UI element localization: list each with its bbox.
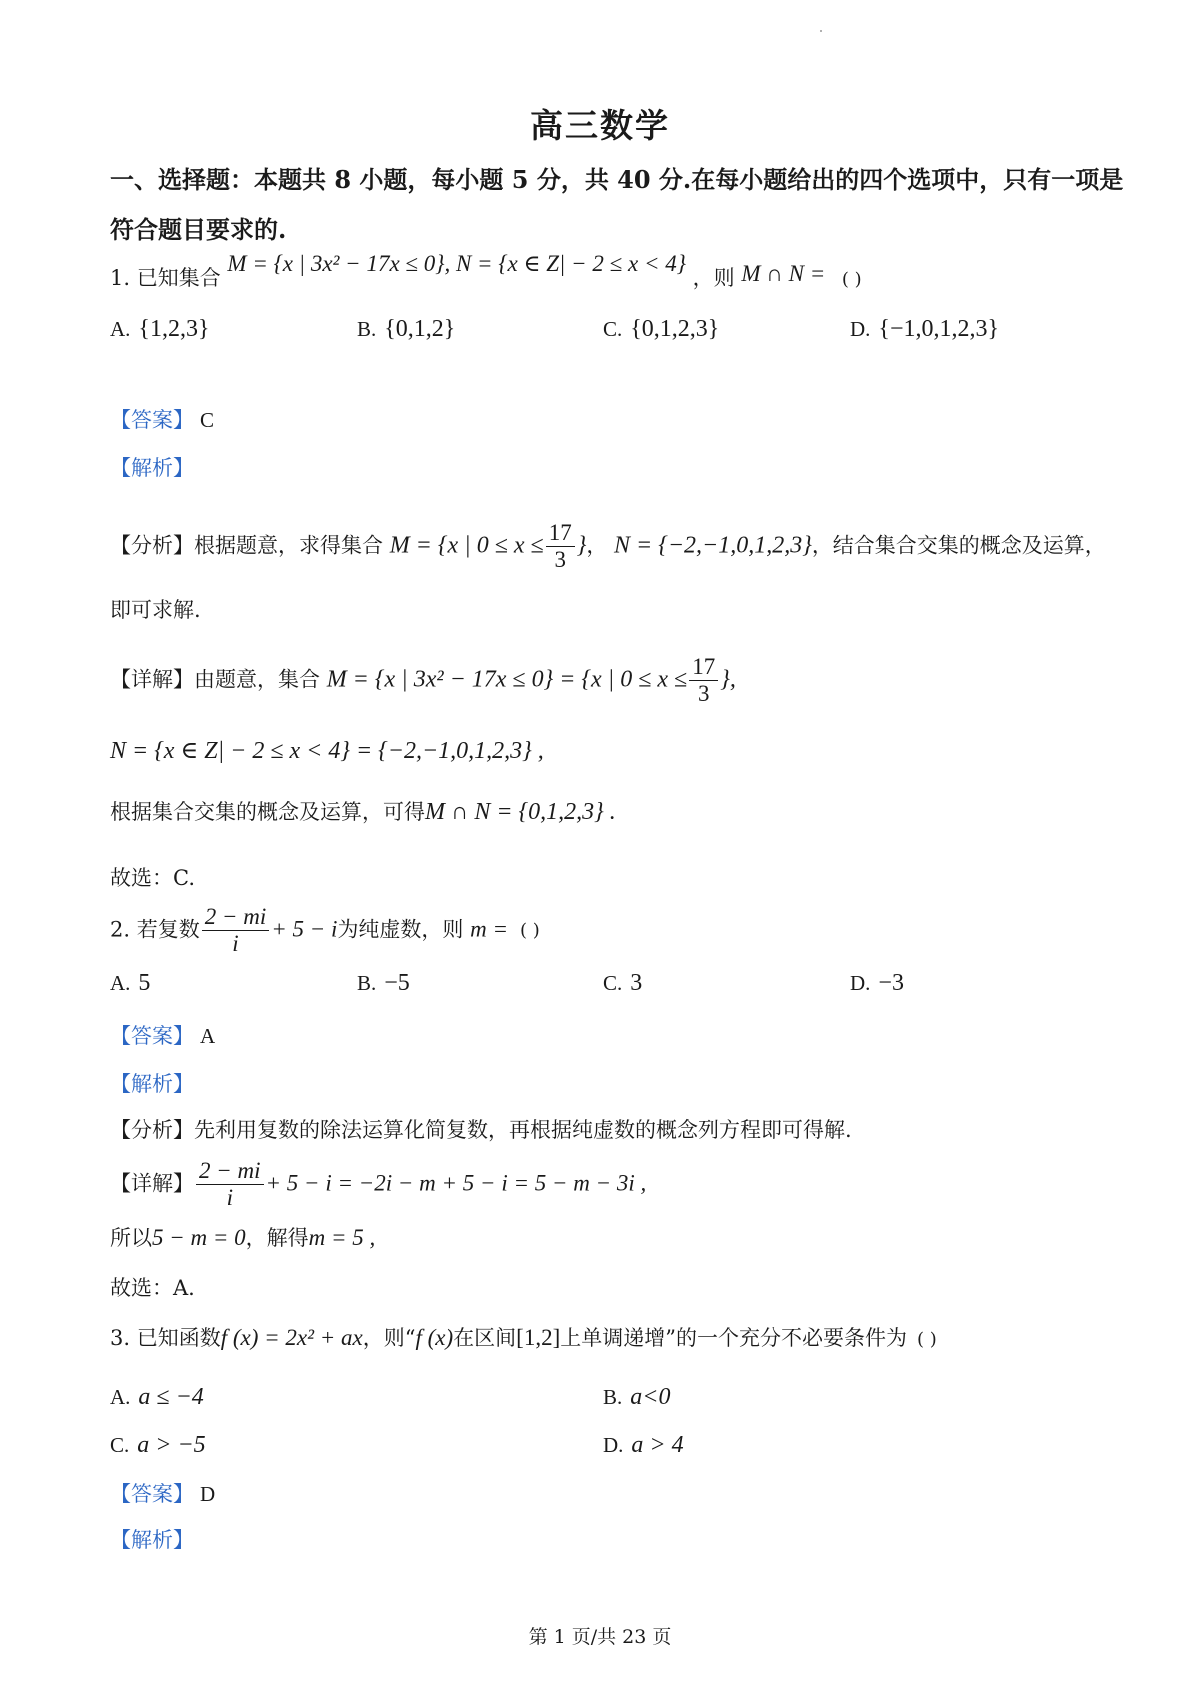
q2-option-a: A. 5 <box>110 970 151 996</box>
fraction-17-3: $\frac{17}{3}$ <box>546 520 575 574</box>
q1-stem-paren: ( ) <box>841 269 862 290</box>
fraction-2-mi-over-i: $\frac{2 - mi}{i}$ <box>196 1158 264 1212</box>
section-header-line2: 符合题目要求的. <box>110 215 287 244</box>
q2-option-b: B. −5 <box>357 970 410 996</box>
fenxi-tag: 【分析】 <box>110 533 194 558</box>
scan-speck <box>820 30 822 32</box>
q1-option-a: A. {1,2,3} <box>110 316 210 342</box>
q2-stem: 2. 若复数 $\frac{2 - mi}{i}$ + 5 − i为纯虚数，则 m = ( ) <box>110 904 540 957</box>
q1-option-c: C. {0,1,2,3} <box>603 316 720 342</box>
q1-stem-prefix: 1. 已知集合 <box>110 266 221 290</box>
q1-stem-suffix-math: M ∩ N = <box>741 261 826 286</box>
q1-option-b: B. {0,1,2} <box>357 316 456 342</box>
q2-option-c: C. 3 <box>603 970 643 996</box>
q1-stem-math: M = {x | 3x² − 17x ≤ 0}, N = {x ∈ Z| − 2 ≤ x < 4} <box>227 251 686 276</box>
page-footer: 第 1 页/共 23 页 <box>528 1626 672 1648</box>
q2-suoyi: 所以5 − m = 0，解得m = 5 , <box>110 1225 376 1250</box>
q3-option-d: D. a > 4 <box>603 1432 684 1458</box>
xiangjie-tag: 【详解】 <box>110 667 194 692</box>
fraction-17-3: $\frac{17}{3}$ <box>689 654 718 708</box>
q1-stem <box>110 251 1090 292</box>
q3-option-b: B. a<0 <box>603 1384 671 1410</box>
q1-xiangjie: 【详解】由题意，集合 M = {x | 3x² − 17x ≤ 0} = {x | 0 ≤ x ≤ $\frac{17}{3}$ }, <box>110 654 736 707</box>
page-title: 高三数学 <box>530 106 670 145</box>
q3-answer: 【答案】 D <box>110 1482 216 1506</box>
q1-option-d: D. {−1,0,1,2,3} <box>850 316 999 342</box>
q2-fenxi: 【分析】先利用复数的除法运算化简复数，再根据纯虚数的概念列方程即可得解. <box>110 1118 852 1142</box>
q3-option-c: C. a > −5 <box>110 1432 206 1458</box>
q1-fenxi-line2: 即可求解. <box>110 598 201 622</box>
q1-xiangjie-line3: 根据集合交集的概念及运算，可得M ∩ N = {0,1,2,3} . <box>110 799 616 825</box>
q1-fenxi: 【分析】根据题意，求得集合 M = {x | 0 ≤ x ≤ $\frac{17}{3}$ }， N = {−2,−1,0,1,2,3}，结合集合交集的概念及运算， <box>110 520 1106 573</box>
answer-tag: 【答案】 <box>110 408 194 432</box>
q3-stem: 3. 已知函数f (x) = 2x² + ax，则“f (x)在区间[1,2]上单调递增”的一个充分不必要条件为 ( ) <box>110 1325 937 1350</box>
q1-analysis-tag: 【解析】 <box>110 456 194 480</box>
q1-answer <box>110 404 1090 434</box>
q1-guxuan: 故选：C. <box>110 866 195 890</box>
section-header-line1: 一、选择题：本题共 8 小题，每小题 5 分，共 40 分.在每小题给出的四个选项中，只有一项是 <box>110 165 1124 194</box>
q3-analysis-tag: 【解析】 <box>110 1528 194 1552</box>
q2-xiangjie: 【详解】 $\frac{2 - mi}{i}$ + 5 − i = −2i − m + 5 − i = 5 − m − 3i , <box>110 1158 647 1211</box>
fraction-2-mi-over-i: $\frac{2 - mi}{i}$ <box>202 904 270 958</box>
q2-answer: 【答案】 A <box>110 1024 216 1048</box>
q3-option-a: A. a ≤ −4 <box>110 1384 204 1410</box>
answer-value: C <box>200 408 215 432</box>
q1-stem-suffix: ，则 <box>692 266 735 290</box>
q2-analysis-tag: 【解析】 <box>110 1072 194 1096</box>
q2-option-d: D. −3 <box>850 970 904 996</box>
q2-guxuan: 故选：A. <box>110 1276 195 1300</box>
q1-xiangjie-line2: N = {x ∈ Z| − 2 ≤ x < 4} = {−2,−1,0,1,2,3} , <box>110 738 544 764</box>
